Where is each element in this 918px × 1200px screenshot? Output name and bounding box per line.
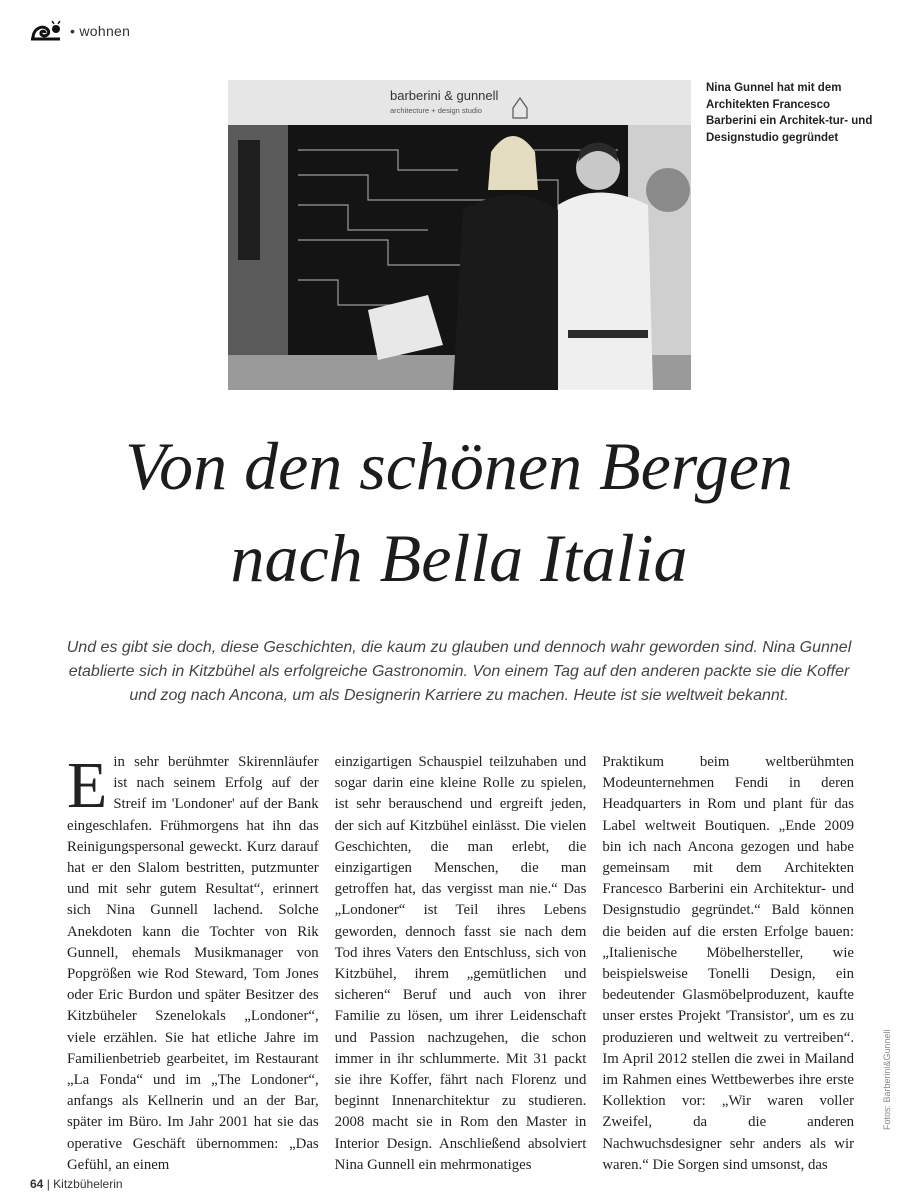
body-column-1 xyxy=(67,749,319,1173)
photo-caption: Nina Gunnel hat mit dem Architekten Francesco Barberini ein Architek-tur- und Designstudio gegründet xyxy=(706,82,873,144)
body-column-2: einzigartigen Schauspiel teilzuhaben und sogar darin eine kleine Rolle zu spielen, ist sehr berauschend und ergreift jeden, der sich auf Kitzbühel einlässt. Die vielen Geschichten, die man erlebt, die einzigartigen Menschen, die man getroffen hat, das vergisst man nie.“ Das „Londoner“ ist Teil ihres Lebens geworden, dennoch fasst sie nach dem Tod ihres Vaters den Entschluss, sich von Kitzbühel, ihrem „gemütlichen und sicheren“ Beruf und auch von ihrer Familie zu lösen, um ihrer Leidenschaft und Passion nachzugehen, die schon immer in ihr schlummerte. Mit 31 packt sie ihre Koffer, fährt nach Florenz und beginnt Innenarchitektur zu studieren. 2008 macht sie in Rom den Master in Interior Design. Anschließend absolviert Nina Gunnell ein mehrmonatiges xyxy=(334,754,587,1173)
booth-sign-subtitle: architecture + design studio xyxy=(390,106,482,115)
booth-sign-name: barberini & gunnell xyxy=(390,88,499,103)
article-photo xyxy=(228,80,691,390)
column-1-text: in sehr berühmter Skirennläufer ist nach seinem Erfolg auf der Streif im 'Londoner' auf der Bank eingeschlafen. Frühmorgens hat ihn das Reinigungspersonal geweckt. Kurz darauf hat er den Slalom bestritten, putzmunter und mit sehr gutem Resultat“, erinnert sich Nina Gunnell lachend. Solche Anekdoten kann die Tochter von Rik Gunnell, ehemals Musikmanager von Popgrößen wie Rod Steward, Tom Jones oder Eric Burdon und später Besitzer des Kitzbüheler Szenelokals „Londoner“, viele erzählen. Sie hat etliche Jahre im Familienbetrieb gearbeitet, im Restaurant „La Fonda“ und im „The Londoner“, anfangs als Kellnerin und an der Bar, später im Büro. Im Jahr 2001 hat sie das operative Geschäft übernommen: „Das Gefühl, an einem xyxy=(67,754,319,1173)
page-number: 64 xyxy=(30,1177,44,1191)
snail-logo-icon xyxy=(30,20,64,42)
article-title xyxy=(40,420,878,604)
page-footer xyxy=(30,1177,123,1191)
photo-credit: Fotos: Barberini&Gunnell xyxy=(882,1029,892,1130)
section-label: • wohnen xyxy=(70,23,131,39)
article-body xyxy=(67,749,855,1173)
title-line-2: nach Bella Italia xyxy=(230,520,688,596)
magazine-name: Kitzbühelerin xyxy=(53,1177,123,1191)
drop-cap: E xyxy=(67,749,108,822)
body-column-3: Praktikum beim weltberühmten Modeunternehmen Fendi in deren Headquarters in Rom und plant für das Label weltweit Boutiquen. „Ende 2009 bin ich nach Ancona gezogen und habe gemeinsam mit dem Architekten Francesco Barberini ein Architektur- und Designstudio gegründet.“ Bald können die beiden auf die ersten Erfolge bauen: „Italienische Möbelhersteller, wie beispielsweise Tonelli Design, ein bedeutender Glasmöbelproduzent, kaufte unser erstes Projekt 'Transistor', um es zu produzieren und weltweit zu vertreiben“. Im April 2012 stellen die zwei in Mailand im Rahmen eines Wettbewerbes ihre erste Kollektion vor: „Wir waren voller Zweifel, da die anderen Nachwuchsdesigner sehr anders als wir waren.“ Die Sorgen sind umsonst, das xyxy=(602,754,855,1173)
title-line-1: Von den schönen Bergen xyxy=(125,428,793,504)
page-header xyxy=(30,20,130,42)
article-lead: Und es gibt sie doch, diese Geschichten, die kaum zu glauben und dennoch wahr geworden sind. Nina Gunnel etablierte sich in Kitzbühel als erfolgreiche Gastronomin. Von einem Tag auf den anderen packte sie die Koffer und zog nach Ancona, um als Designerin Karriere zu machen. Heute ist sie weltweit bekannt. xyxy=(66,639,852,704)
footer-separator: | xyxy=(46,1177,50,1191)
